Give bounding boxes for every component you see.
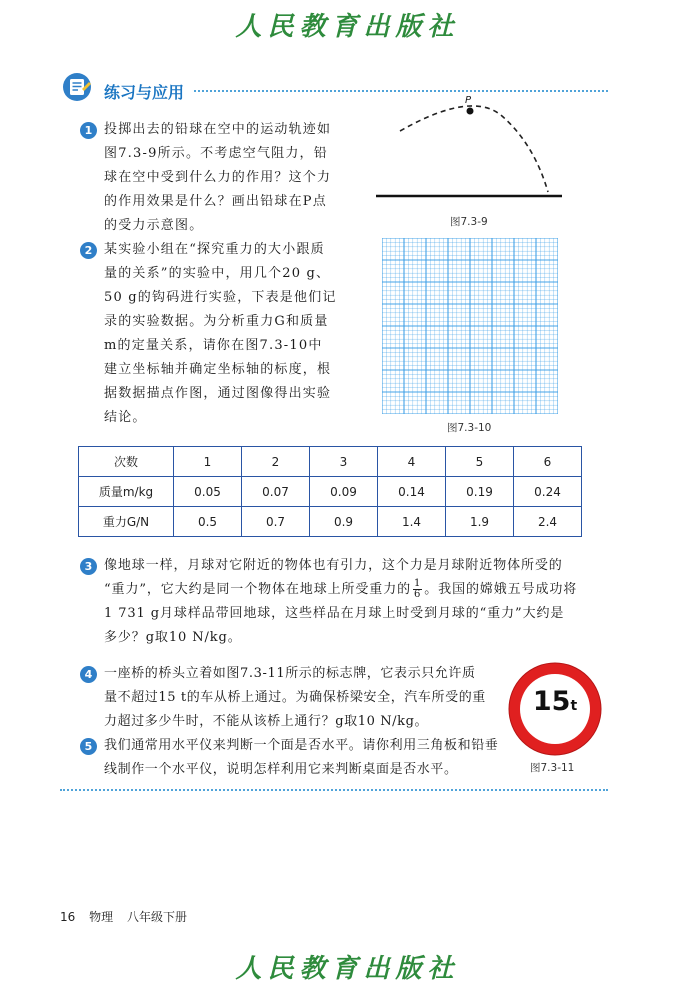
publisher-footer: 人民教育出版社	[235, 954, 460, 984]
table-cell: 1.9	[446, 507, 514, 537]
blank-grid-paper	[382, 238, 558, 414]
question-number-1: 1	[80, 122, 97, 139]
table-cell: 1	[174, 447, 242, 477]
figure-caption-7-3-11: 图7.3-11	[530, 762, 575, 774]
table-row	[79, 507, 582, 537]
trajectory-figure	[372, 96, 568, 208]
question-number-5: 5	[80, 738, 97, 755]
question-number-2: 2	[80, 242, 97, 259]
figure-caption-7-3-9: 图7.3-9	[450, 216, 488, 228]
data-table	[78, 446, 582, 537]
table-cell: 4	[378, 447, 446, 477]
subject-label: 物理	[89, 910, 114, 924]
question-number-3: 3	[80, 558, 97, 575]
page-footer	[60, 908, 187, 925]
table-row	[79, 447, 582, 477]
exercise-section-icon	[60, 72, 94, 102]
table-cell: 0.9	[310, 507, 378, 537]
table-cell: 0.09	[310, 477, 378, 507]
question-1-text: 投掷出去的铅球在空中的运动轨迹如 图7.3-9所示。不考虑空气阻力，铅 球在空中受到什么力的作用？这个力 的作用效果是什么？画出铅球在P点 的受力示意图。	[104, 122, 332, 233]
table-cell: 重力G/N	[79, 507, 174, 537]
table-cell: 0.07	[242, 477, 310, 507]
table-cell: 0.5	[174, 507, 242, 537]
question-number-4: 4	[80, 666, 97, 683]
table-cell: 5	[446, 447, 514, 477]
table-cell: 次数	[79, 447, 174, 477]
table-cell: 0.05	[174, 477, 242, 507]
table-cell: 2	[242, 447, 310, 477]
page-number: 16	[60, 910, 76, 924]
table-row	[79, 477, 582, 507]
question-5-text: 我们通常用水平仪来判断一个面是否水平。请你利用三角板和铅垂 线制作一个水平仪，说明怎样利用它来判断桌面是否水平。	[104, 738, 499, 777]
table-cell: 0.19	[446, 477, 514, 507]
table-cell: 质量m/kg	[79, 477, 174, 507]
table-cell: 2.4	[514, 507, 582, 537]
bottom-divider	[60, 789, 608, 791]
question-4-text: 一座桥的桥头立着如图7.3-11所示的标志牌，它表示只允许质 量不超过15 t的车从桥上通过。为确保桥梁安全，汽车所受的重 力超过多少牛时，不能从该桥上通行？g取10 N/kg。	[104, 666, 486, 729]
question-3-text: 像地球一样，月球对它附近的物体也有引力，这个力是月球附近物体所受的 “重力”，它大约是同一个物体在地球上所受重力的 $\frac{1}{6}$ 。我国的嫦娥五号成功将 1 731 g月球样品带回地球，这些样品在月球上时受到月球的“重力”大约是 多少？g取10 N/kg。	[104, 558, 578, 645]
figure-caption-7-3-10: 图7.3-10	[447, 422, 492, 434]
one-sixth-fraction: $\frac{1}{6}$	[414, 578, 422, 600]
question-2-text: 某实验小组在“探究重力的大小跟质 量的关系”的实验中，用几个20 g、 50 g的钩码进行实验，下表是他们记 录的实验数据。为分析重力G和质量 m的定量关系，请你在图7.3-10中 建立坐标轴并确定坐标轴的标度，根 据数据描点作图，通过图像得出实验 结论。	[104, 242, 337, 425]
table-cell: 6	[514, 447, 582, 477]
table-cell: 0.14	[378, 477, 446, 507]
table-cell: 0.7	[242, 507, 310, 537]
section-title: 练习与应用	[104, 83, 185, 102]
publisher-header: 人民教育出版社	[235, 12, 460, 42]
table-cell: 1.4	[378, 507, 446, 537]
table-cell: 3	[310, 447, 378, 477]
point-p-label: P	[465, 95, 472, 106]
table-cell: 0.24	[514, 477, 582, 507]
sign-limit-text: 15t	[532, 686, 578, 717]
section-divider	[194, 90, 608, 92]
grade-label: 八年级下册	[126, 910, 187, 924]
